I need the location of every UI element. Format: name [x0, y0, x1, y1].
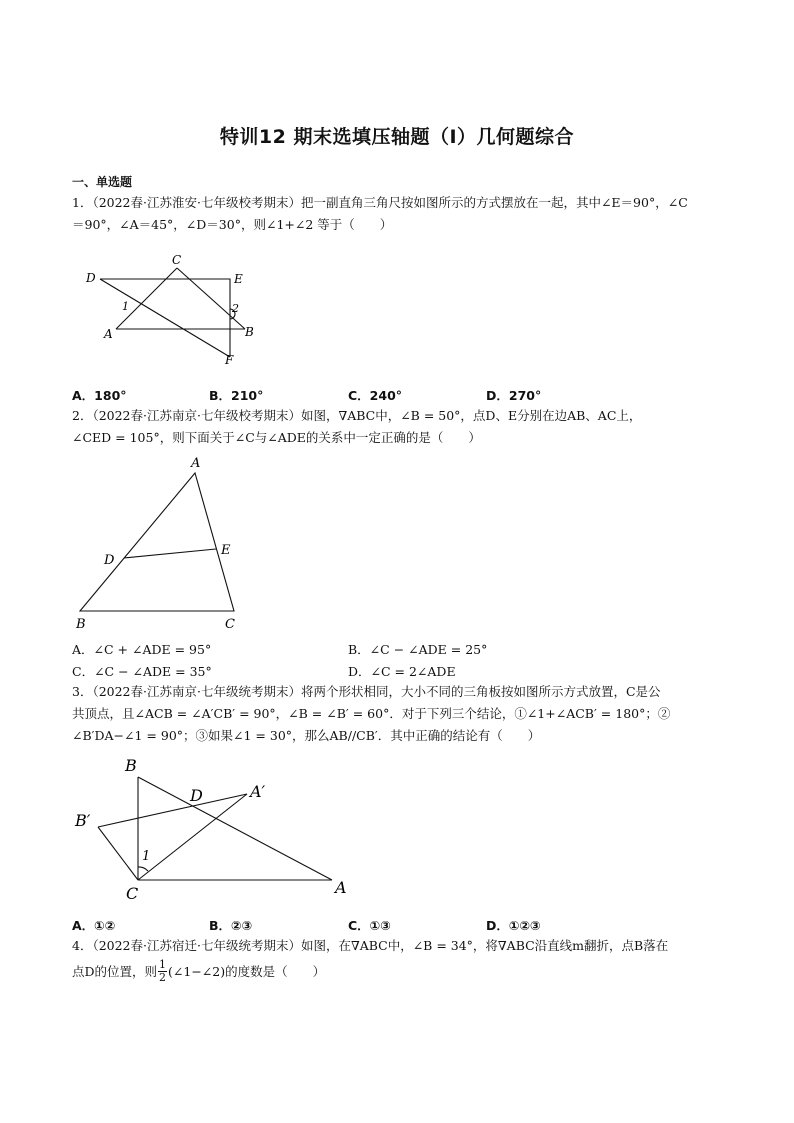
- q1-option-a: A．180°: [72, 388, 127, 403]
- fraction-numerator: 1: [159, 958, 167, 971]
- question-2-line2: ∠CED = 105°，则下面关于∠C与∠ADE的关系中一定正确的是（ ）: [72, 430, 481, 445]
- fig2-label-e: E: [221, 543, 231, 558]
- question-1-line1: 1．（2022春·江苏淮安·七年级校考期末）把一副直角三角尺按如图所示的方式摆放在一起，其中∠E＝90°，∠C: [72, 195, 688, 210]
- question-1-text: [72, 192, 727, 236]
- fig3-line-ca1: [138, 794, 247, 880]
- question-4-line2-pre: 点D的位置，则: [72, 963, 158, 979]
- fig1-label-d: D: [86, 271, 96, 285]
- question-4-line2-post: (∠1−∠2)的度数是（ ）: [168, 963, 326, 979]
- fig1-line-df: [100, 279, 230, 357]
- q2-option-a: A．∠C + ∠ADE = 95°: [72, 642, 212, 657]
- question-3-text: [72, 681, 727, 747]
- fig3-angle1-arc: [138, 867, 148, 871]
- q1-option-d: D．270°: [486, 388, 542, 403]
- q2-option-b: B．∠C − ∠ADE = 25°: [348, 642, 488, 657]
- fig3-label-a: A: [335, 878, 347, 897]
- fig1-label-angle1: 1: [122, 300, 129, 313]
- fig3-label-b1: B′: [75, 811, 91, 830]
- fig1-label-a: A: [104, 327, 113, 341]
- question-1-line2: ＝90°，∠A＝45°，∠D＝30°，则∠1+∠2 等于（ ）: [72, 217, 393, 232]
- q3-option-b: B．②③: [209, 918, 253, 933]
- fig3-label-d: D: [190, 786, 203, 805]
- fig2-segment-de: [124, 549, 216, 558]
- figure-1: [80, 250, 270, 370]
- q2-option-d: D．∠C = 2∠ADE: [348, 664, 456, 679]
- question-2-text: [72, 405, 727, 449]
- q1-option-b: B．210°: [209, 388, 264, 403]
- q2-option-c: C．∠C − ∠ADE = 35°: [72, 664, 212, 679]
- fig2-label-d: D: [104, 553, 115, 568]
- fig2-label-a: A: [191, 456, 201, 471]
- question-2-line1: 2．（2022春·江苏南京·七年级校考期末）如图，∇ABC中，∠B = 50°，点D、E分别在边AB、AC上，: [72, 408, 642, 423]
- fig3-label-angle1: 1: [142, 849, 151, 864]
- fig1-label-f: F: [225, 353, 234, 367]
- question-4-fraction: [158, 959, 167, 984]
- fig1-label-c: C: [172, 253, 182, 267]
- fig2-label-b: B: [76, 617, 86, 632]
- page-title: 特训12 期末选填压轴题（Ⅰ）几何题综合: [219, 126, 575, 148]
- q3-option-c: C．①③: [348, 918, 391, 933]
- fig2-triangle-abc: [80, 473, 234, 611]
- question-4-line2: [72, 959, 727, 984]
- fig3-label-b: B: [125, 756, 137, 775]
- q3-option-d: D．①②③: [486, 918, 541, 933]
- section-heading: 一、单选题: [72, 175, 133, 189]
- q1-option-c: C．240°: [348, 388, 403, 403]
- question-4-line1: 4．（2022春·江苏宿迁·七年级统考期末）如图，在∇ABC中，∠B = 34°，将∇ABC沿直线m翻折，点B落在: [72, 938, 669, 953]
- fig3-line-b1a1: [98, 794, 247, 827]
- question-3-line3: ∠B′DA−∠1 = 90°；③如果∠1 = 30°，那么AB//CB′．其中正确的结论有（ ）: [72, 728, 541, 743]
- fig3-label-a1: A′: [250, 782, 266, 801]
- question-3-line1: 3．（2022春·江苏南京·七年级统考期末）将两个形状相同，大小不同的三角板按如图所示方式放置，C是公: [72, 684, 661, 699]
- fig3-line-b1c: [98, 827, 138, 880]
- fig3-label-c: C: [126, 884, 139, 900]
- q3-option-a: A．①②: [72, 918, 116, 933]
- question-4-text: [72, 935, 727, 984]
- figure-2: [70, 450, 260, 635]
- fig1-label-angle2: 2: [232, 302, 239, 315]
- question-3-line2: 共顶点，且∠ACB = ∠A′CB′ = 90°，∠B = ∠B′ = 60°．对于下列三个结论，①∠1+∠ACB′ = 180°；②: [72, 706, 671, 721]
- figure-3: [70, 750, 360, 900]
- fig3-line-ba: [138, 777, 332, 880]
- fraction-denominator: 2: [159, 971, 167, 984]
- fig1-label-e: E: [234, 272, 243, 286]
- fig2-label-c: C: [225, 617, 235, 632]
- fig1-label-b: B: [245, 325, 254, 339]
